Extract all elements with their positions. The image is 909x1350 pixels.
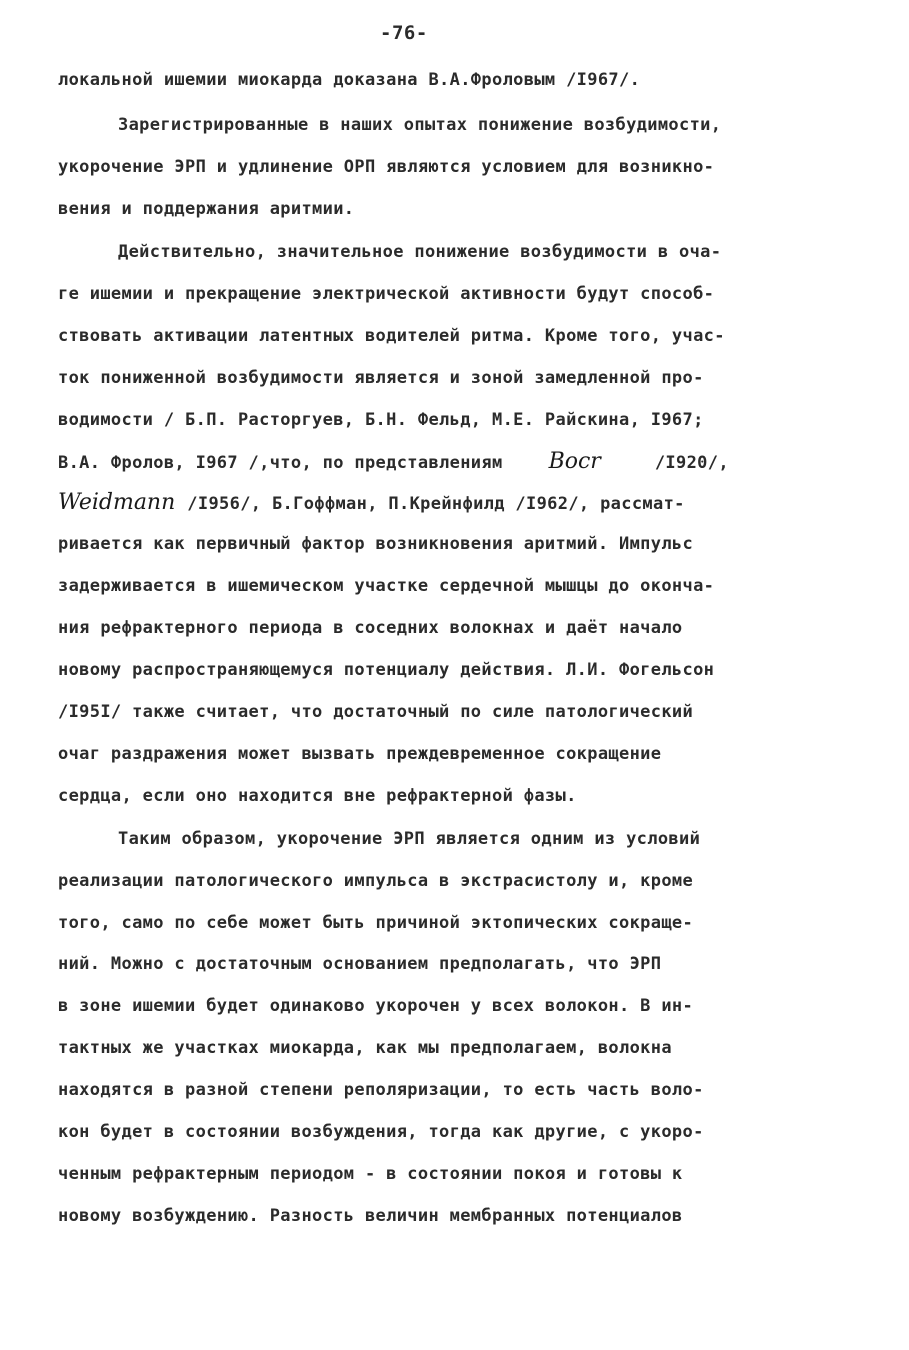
text-line: задерживается в ишемическом участке сердечной мышцы до оконча- [58,576,715,596]
text-line: ге ишемии и прекращение электрической активности будут способ- [58,284,715,304]
text-line: реализации патологического импульса в экстрасистолу и, кроме [58,871,694,891]
line-segment: /I956/, Б.Гоффман, П.Крейнфилд /I962/, рассмат- [187,494,685,514]
text-line: очаг раздражения может вызвать преждевременное сокращение [58,744,662,764]
handwritten-author-name: Bocr [548,449,601,474]
text-line: ток пониженной возбудимости является и зоной замедленной про- [58,368,704,388]
page-number: -76- [380,22,428,44]
paragraph-start: Действительно, значительное понижение возбудимости в оча- [118,242,722,262]
text-line: кон будет в состоянии возбуждения, тогда как другие, с укоро- [58,1122,704,1142]
text-line: /I95I/ также считает, что достаточный по силе патологический [58,702,694,722]
paragraph-start: Таким образом, укорочение ЭРП является одним из условий [118,829,701,849]
text-line-with-handwriting [58,451,729,473]
text-line: ствовать активации латентных водителей ритма. Кроме того, учас- [58,326,725,346]
text-line-with-handwriting [58,492,685,514]
text-line: ривается как первичный фактор возникновения аритмий. Импульс [58,534,694,554]
paragraph-start: Зарегистрированные в наших опытах понижение возбудимости, [118,115,722,135]
text-line: локальной ишемии миокарда доказана В.А.Фроловым /I967/. [58,70,641,90]
text-line: новому распространяющемуся потенциалу действия. Л.И. Фогельсон [58,660,715,680]
text-line: ния рефрактерного периода в соседних волокнах и даёт начало [58,618,683,638]
handwritten-author-name: Weidmann [58,490,176,515]
line-segment: /I920/, [654,453,729,473]
text-line: тактных же участках миокарда, как мы предполагаем, волокна [58,1038,672,1058]
text-line: укорочение ЭРП и удлинение ОРП являются условием для возникно- [58,157,715,177]
text-line: сердца, если оно находится вне рефрактерной фазы. [58,786,577,806]
text-line: того, само по себе может быть причиной эктопических сокраще- [58,913,694,933]
line-segment: В.А. Фролов, I967 /,что, по представлениям [58,453,503,473]
text-line: в зоне ишемии будет одинаково укорочен у всех волокон. В ин- [58,996,694,1016]
text-line: ченным рефрактерным периодом - в состоянии покоя и готовы к [58,1164,683,1184]
text-line: вения и поддержания аритмии. [58,199,355,219]
text-line: находятся в разной степени реполяризации, то есть часть воло- [58,1080,704,1100]
text-line: ний. Можно с достаточным основанием предполагать, что ЭРП [58,954,662,974]
text-line: новому возбуждению. Разность величин мембранных потенциалов [58,1206,683,1226]
text-line: водимости / Б.П. Расторгуев, Б.Н. Фельд, М.Е. Райскина, I967; [58,410,704,430]
